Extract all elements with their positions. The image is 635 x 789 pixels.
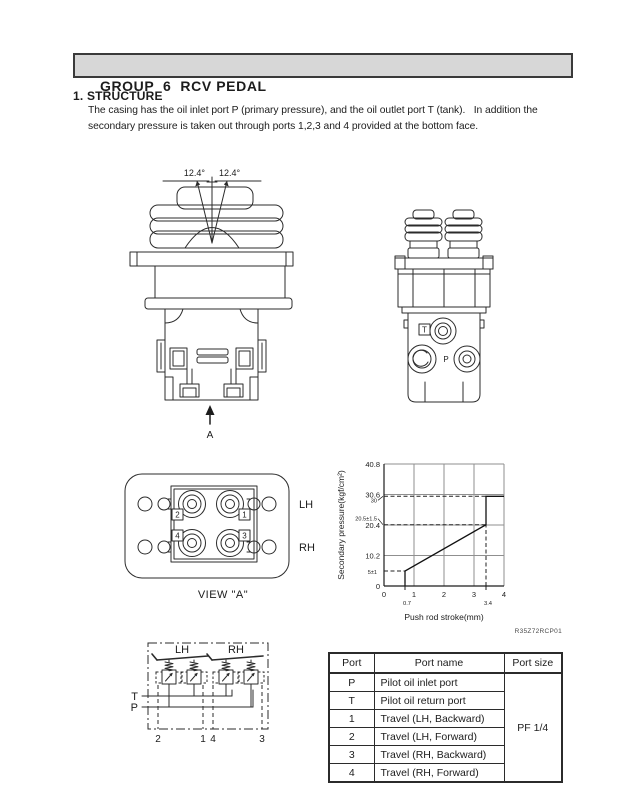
port-size-cell: PF 1/4	[504, 673, 562, 782]
front-view-drawing	[125, 155, 315, 442]
view-a-port-1-label: 1	[242, 510, 247, 520]
port-name-cell: Travel (LH, Backward)	[374, 710, 504, 728]
view-a-port-3-label: 3	[242, 531, 247, 541]
port-name-cell: Travel (RH, Backward)	[374, 746, 504, 764]
hydraulic-schematic	[96, 636, 331, 748]
y-tick-label: 40.8	[365, 460, 380, 469]
section-heading: 1. STRUCTURE	[73, 89, 163, 103]
port-name-cell: Pilot oil return port	[374, 692, 504, 710]
x-mark-label: 3.4	[483, 601, 493, 607]
x-tick-label: 1	[411, 590, 417, 599]
side-view-port-p-label: P	[443, 355, 449, 364]
schematic-port-1-label: 1	[200, 734, 206, 745]
angle-label-left: 12.4°	[183, 168, 205, 178]
x-axis-title: Push rod stroke(mm)	[404, 612, 484, 622]
y-tick-label: 30.6	[365, 490, 380, 500]
y-mark-label: 5±1	[367, 570, 377, 577]
body-text-line: The casing has the oil inlet port P (primary pressure), and the oil outlet port T (tank). In addition the	[88, 105, 538, 116]
x-mark-label: 0.7	[402, 601, 412, 607]
y-tick-label: 0	[375, 582, 380, 591]
col-header-port: Port	[329, 653, 374, 673]
doc-code: R35Z72RCP01	[514, 628, 562, 635]
view-a-rh-label: RH	[299, 542, 315, 554]
schematic-rh-label: RH	[228, 644, 244, 656]
port-name-cell: Pilot oil inlet port	[374, 673, 504, 692]
port-cell: 4	[329, 764, 374, 783]
y-mark-label: 30	[370, 498, 377, 505]
schematic-t-label: T	[131, 691, 138, 703]
y-axis-title: Secondary pressure(kgf/cm²)	[336, 470, 346, 580]
view-a-drawing	[123, 466, 323, 591]
x-tick-label: 4	[501, 590, 507, 599]
side-view-port-t-label: T	[422, 325, 427, 335]
port-cell: T	[329, 692, 374, 710]
x-tick-label: 0	[381, 590, 387, 599]
view-arrow-label: A	[206, 430, 214, 441]
pressure-stroke-chart	[328, 452, 518, 624]
x-tick-label: 3	[471, 590, 477, 599]
group-title-bar	[73, 53, 573, 94]
side-view-drawing	[380, 196, 515, 408]
table-row	[329, 673, 562, 692]
port-name-cell: Travel (RH, Forward)	[374, 764, 504, 783]
angle-label-right: 12.4°	[219, 168, 241, 178]
group-title: GROUP 6 RCV PEDAL	[99, 78, 267, 94]
port-name-cell: Travel (LH, Forward)	[374, 728, 504, 746]
table-header-row	[329, 653, 562, 673]
col-header-port-name: Port name	[374, 653, 504, 673]
view-a-port-4-label: 4	[175, 531, 180, 541]
view-a-lh-label: LH	[299, 499, 314, 511]
port-cell: 3	[329, 746, 374, 764]
view-a-port-2-label: 2	[175, 510, 180, 520]
port-cell: P	[329, 673, 374, 692]
schematic-port-3-label: 3	[259, 734, 265, 745]
series-line	[405, 496, 504, 586]
y-tick-label: 10.2	[365, 551, 380, 561]
port-table	[328, 652, 563, 783]
schematic-port-2-label: 2	[155, 734, 161, 745]
view-a-caption: VIEW "A"	[197, 589, 249, 601]
x-tick-label: 2	[441, 590, 447, 599]
schematic-port-4-label: 4	[210, 734, 216, 745]
schematic-lh-label: LH	[174, 644, 190, 656]
port-table-grid	[328, 652, 563, 783]
view-a-arrow-icon	[206, 405, 215, 415]
port-cell: 1	[329, 710, 374, 728]
col-header-port-size: Port size	[504, 653, 562, 673]
y-tick-label: 20.4	[365, 521, 380, 530]
port-cell: 2	[329, 728, 374, 746]
y-mark-label: 20.5±1.5	[355, 516, 377, 523]
body-text-line: secondary pressure is taken out through ports 1,2,3 and 4 provided at the bottom face.	[88, 121, 479, 132]
schematic-p-label: P	[130, 702, 138, 714]
